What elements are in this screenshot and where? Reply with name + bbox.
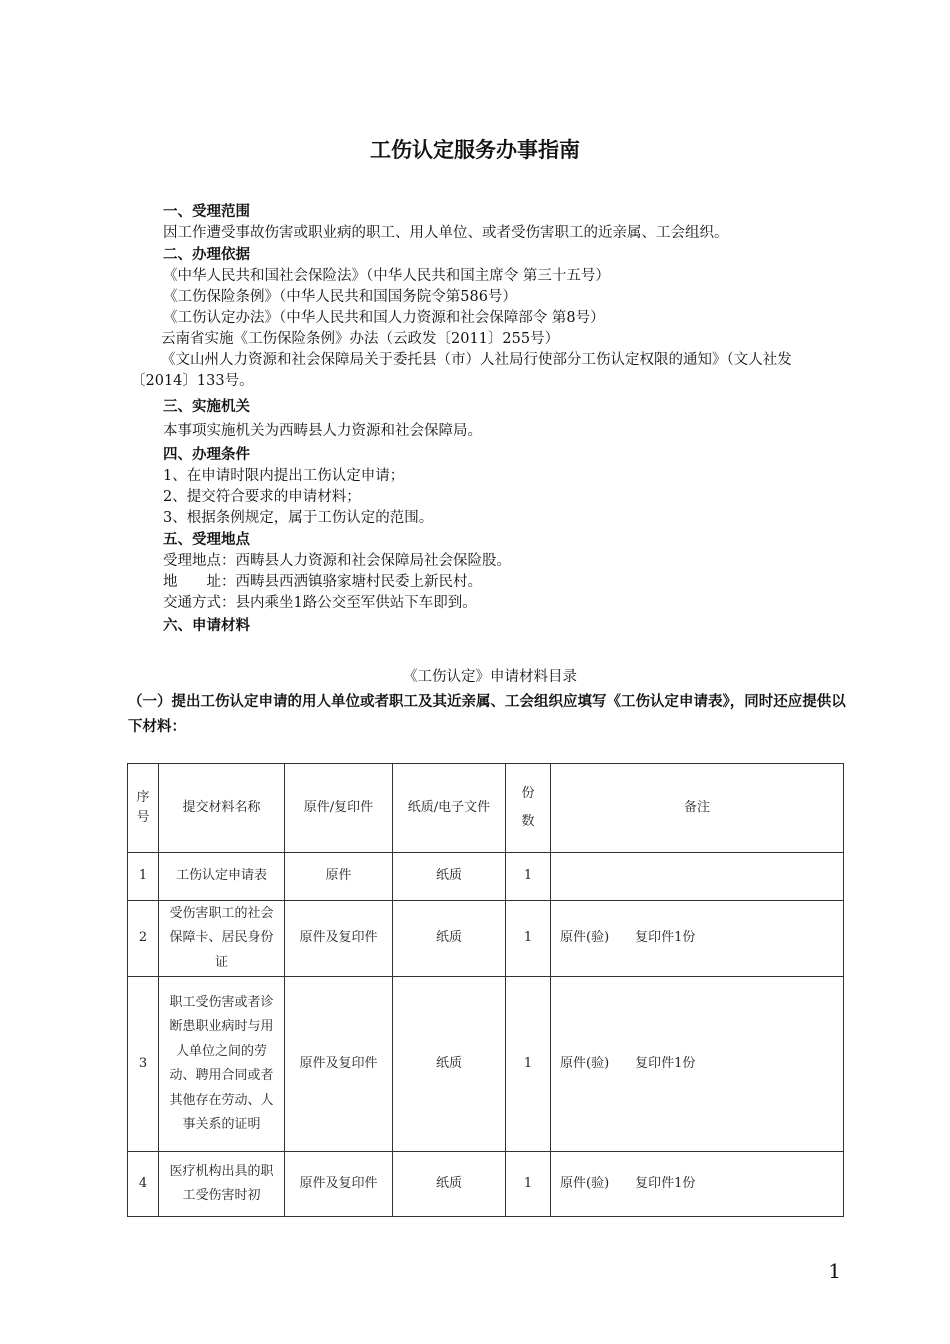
section-heading: 二、办理依据 [163,247,250,263]
cell-original: 原件及复印件 [285,901,393,977]
basis-item: 云南省实施《工伤保险条例》办法（云政发〔2011〕255号） [161,331,560,347]
section-text: 本事项实施机关为西畴县人力资源和社会保障局。 [163,423,482,439]
basis-item: 《工伤保险条例》（中华人民共和国国务院令第586号） [163,289,517,305]
cell-note [551,853,844,901]
section-text: 因工作遭受事故伤害或职业病的职工、用人单位、或者受伤害职工的近亲属、工会组织。 [163,225,729,241]
cell-medium: 纸质 [393,1152,506,1217]
cell-note: 原件(验) 复印件1份 [551,1152,844,1217]
table-header-row [128,764,844,853]
cell-medium: 纸质 [393,901,506,977]
cell-copies: 1 [506,901,551,977]
section-agency [163,397,853,442]
section-heading: 一、受理范围 [163,204,250,220]
section-scope [163,202,853,244]
cell-medium: 纸质 [393,977,506,1152]
cell-seq: 3 [128,977,159,1152]
cell-name: 职工受伤害或者诊断患职业病时与用人单位之间的劳动、聘用合同或者其他存在劳动、人事关系的证明 [159,977,285,1152]
page-number: 1 [828,1259,841,1283]
cell-note: 原件(验) 复印件1份 [551,977,844,1152]
section-basis [131,245,853,392]
cell-seq: 1 [128,853,159,901]
basis-item: 《中华人民共和国社会保险法》（中华人民共和国主席令 第三十五号） [163,268,610,284]
basis-item: 《工伤认定办法》（中华人民共和国人力资源和社会保障部令 第8号） [163,310,605,326]
cell-copies: 1 [506,977,551,1152]
header-original: 原件/复印件 [285,764,393,853]
table-row [128,977,844,1152]
location-item: 交通方式：县内乘坐1路公交至军供站下车即到。 [163,595,477,611]
cell-seq: 2 [128,901,159,977]
catalog-subtitle: 《工伤认定》申请材料目录 [403,669,577,685]
cell-copies: 1 [506,853,551,901]
cell-seq: 4 [128,1152,159,1217]
location-item: 地 址：西畴县西洒镇骆家塘村民委上新民村。 [163,574,482,590]
cell-original: 原件及复印件 [285,977,393,1152]
cell-original: 原件 [285,853,393,901]
cell-medium: 纸质 [393,853,506,901]
materials-table [127,763,844,1217]
table-row [128,901,844,977]
section-heading: 四、办理条件 [163,447,250,463]
cell-copies: 1 [506,1152,551,1217]
cell-name: 受伤害职工的社会保障卡、居民身份证 [159,901,285,977]
section-heading: 三、实施机关 [163,399,250,415]
header-note: 备注 [551,764,844,853]
section-heading: 五、受理地点 [163,532,250,548]
header-medium: 纸质/电子文件 [393,764,506,853]
condition-item: 3、根据条例规定，属于工伤认定的范围。 [163,510,434,526]
cell-name: 工伤认定申请表 [159,853,285,901]
page-title: 工伤认定服务办事指南 [370,137,580,162]
condition-item: 1、在申请时限内提出工伤认定申请； [163,468,405,484]
header-seq: 序号 [128,764,159,853]
header-copies: 份数 [506,764,551,853]
table-row [128,853,844,901]
table-row [128,1152,844,1217]
location-item: 受理地点：西畴县人力资源和社会保障局社会保险股。 [163,553,511,569]
cell-note: 原件(验) 复印件1份 [551,901,844,977]
section-heading: 六、申请材料 [163,618,250,634]
section-materials [163,616,853,637]
cell-original: 原件及复印件 [285,1152,393,1217]
cell-name: 医疗机构出具的职工受伤害时初 [159,1152,285,1217]
basis-item: 《文山州人力资源和社会保障局关于委托县（市）人社局行使部分工伤认定权限的通知》（文人社发〔2014〕133号。 [131,352,792,389]
section-location [163,530,853,614]
condition-item: 2、提交符合要求的申请材料； [163,489,361,505]
section-conditions [163,445,853,529]
header-name: 提交材料名称 [159,764,285,853]
catalog-intro: （一）提出工伤认定申请的用人单位或者职工及其近亲属、工会组织应填写《工伤认定申请表》，同时还应提供以下材料： [128,694,846,735]
